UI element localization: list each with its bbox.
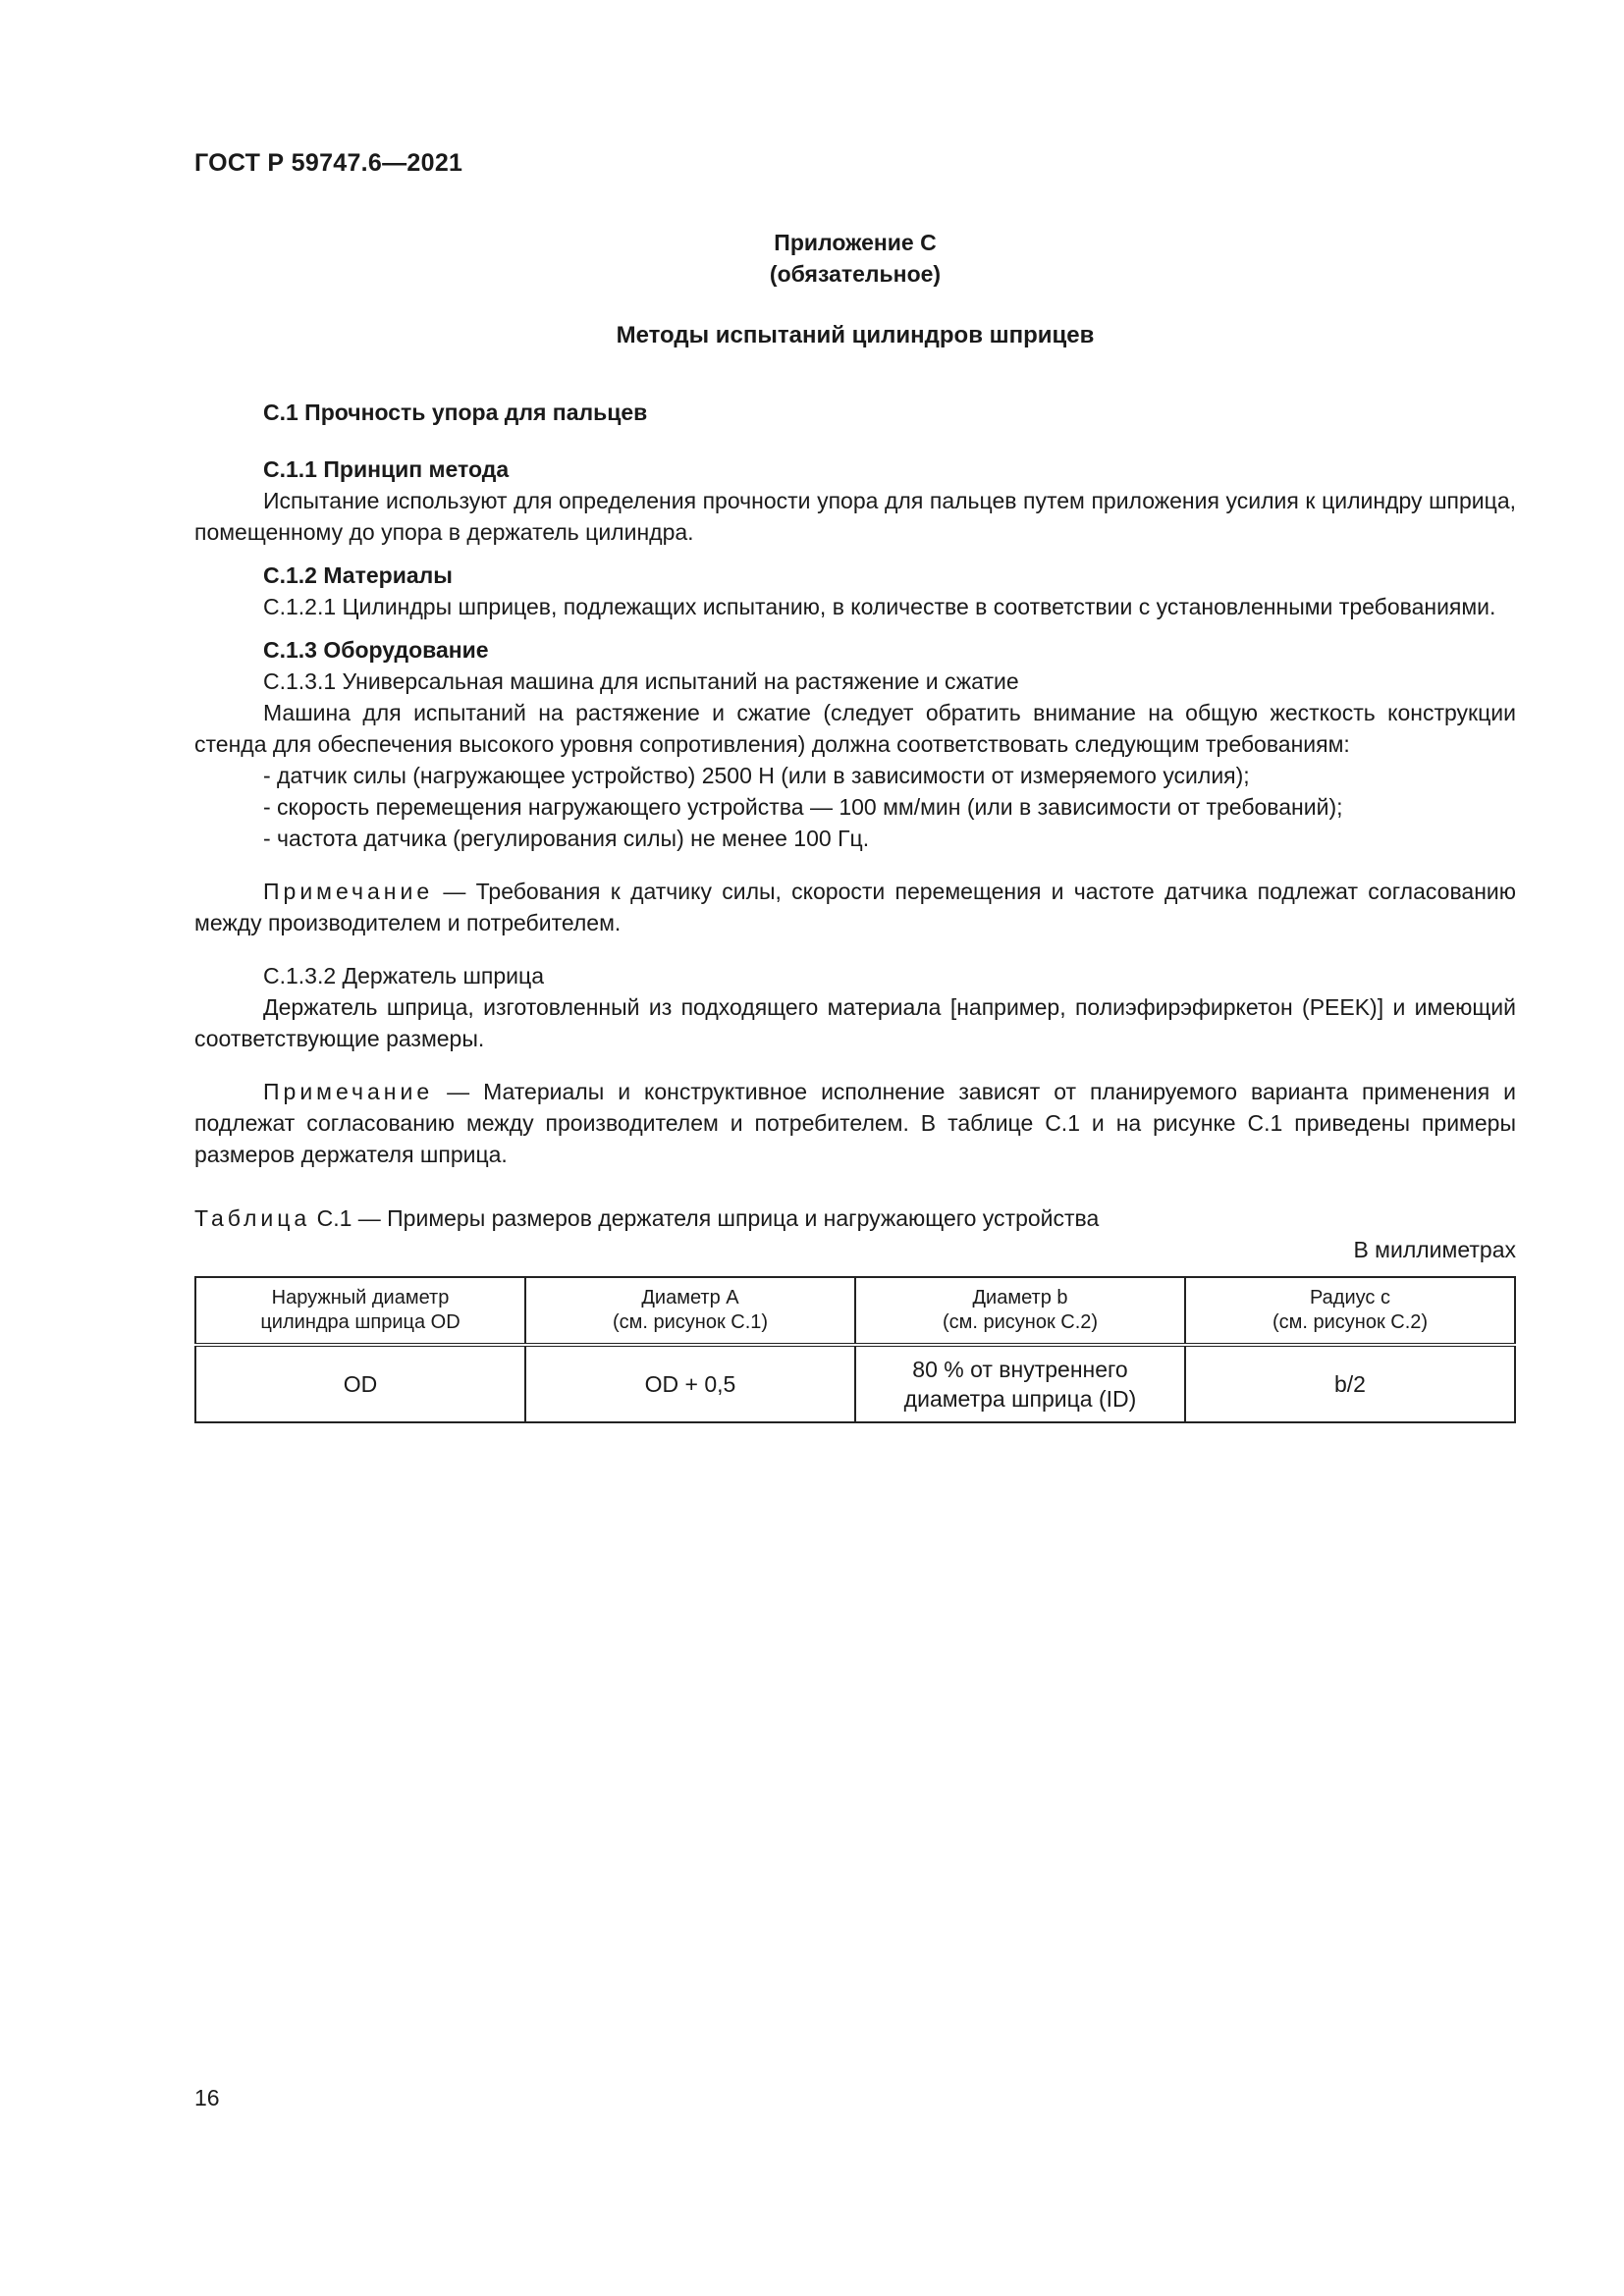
note-text: — Материалы и конструктивное исполнение зависят от планируемого варианта применения и подлежат согласованию между производителем и потребителем. В таблице С.1 и на рисунке С.1 приведены примеры размеров держателя шприца.: [194, 1079, 1516, 1167]
table-header-cell: Радиус c (см. рисунок С.2): [1185, 1277, 1515, 1345]
section-c131-body: Машина для испытаний на растяжение и сжатие (следует обратить внимание на общую жесткость конструкции стенда для обеспечения высокого уровня сопротивления) должна соответствовать следующим требованиям:: [194, 700, 1516, 757]
table-cell: 80 % от внутреннего диаметра шприца (ID): [855, 1345, 1185, 1422]
table-header-cell: Диаметр A (см. рисунок С.1): [525, 1277, 855, 1345]
table-header-cell: Диаметр b (см. рисунок С.2): [855, 1277, 1185, 1345]
appendix-label: Приложение С: [774, 230, 937, 255]
section-c132-title: С.1.3.2 Держатель шприца: [263, 963, 544, 988]
requirement-item: - скорость перемещения нагружающего устройства — 100 мм/мин (или в зависимости от требований);: [263, 794, 1343, 820]
document-id-header: ГОСТ Р 59747.6—2021: [194, 149, 463, 177]
section-c11-text: Испытание используют для определения прочности упора для пальцев путем приложения усилия к цилиндру шприца, помещенному до упора в держатель цилиндра.: [194, 488, 1516, 545]
table-header-row: [195, 1277, 1515, 1345]
section-c12-heading: С.1.2 Материалы: [263, 562, 453, 588]
appendix-heading: [194, 227, 1516, 290]
note-1: [194, 876, 1516, 938]
section-c121-text: С.1.2.1 Цилиндры шприцев, подлежащих испытанию, в количестве в соответствии с установленными требованиями.: [263, 594, 1496, 619]
section-c11-heading: С.1.1 Принцип метода: [263, 456, 510, 482]
section-c1-heading: С.1 Прочность упора для пальцев: [263, 400, 648, 425]
dimensions-table: [194, 1276, 1516, 1423]
requirement-item: - датчик силы (нагружающее устройство) 2500 Н (или в зависимости от измеряемого усилия);: [263, 763, 1250, 788]
document-body: [194, 397, 1516, 1170]
appendix-title: Методы испытаний цилиндров шприцев: [616, 322, 1095, 348]
note-label: Примечание: [263, 1079, 434, 1104]
note-text: — Требования к датчику силы, скорости перемещения и частоте датчика подлежат согласованию между производителем и потребителем.: [194, 879, 1516, 935]
requirement-item: - частота датчика (регулирования силы) не менее 100 Гц.: [263, 826, 870, 851]
section-c132-body: Держатель шприца, изготовленный из подходящего материала [например, полиэфирэфиркетон (PEEK)] и имеющий соответствующие размеры.: [194, 994, 1516, 1051]
table-caption-label: Таблица: [194, 1205, 311, 1231]
table-row: [195, 1345, 1515, 1422]
table-header-cell: Наружный диаметр цилиндра шприца OD: [195, 1277, 525, 1345]
table-cell: OD + 0,5: [525, 1345, 855, 1422]
page-number: 16: [194, 2085, 220, 2110]
table-caption: [194, 1205, 1099, 1232]
appendix-status: (обязательное): [769, 261, 942, 287]
table-cell: b/2: [1185, 1345, 1515, 1422]
table-cell: OD: [195, 1345, 525, 1422]
section-c13-heading: С.1.3 Оборудование: [263, 637, 489, 663]
table-caption-text: С.1 — Примеры размеров держателя шприца и нагружающего устройства: [310, 1205, 1100, 1231]
section-c131-title: С.1.3.1 Универсальная машина для испытаний на растяжение и сжатие: [263, 668, 1019, 694]
note-label: Примечание: [263, 879, 434, 904]
table-unit-note: В миллиметрах: [1353, 1237, 1516, 1262]
note-2: [194, 1076, 1516, 1170]
